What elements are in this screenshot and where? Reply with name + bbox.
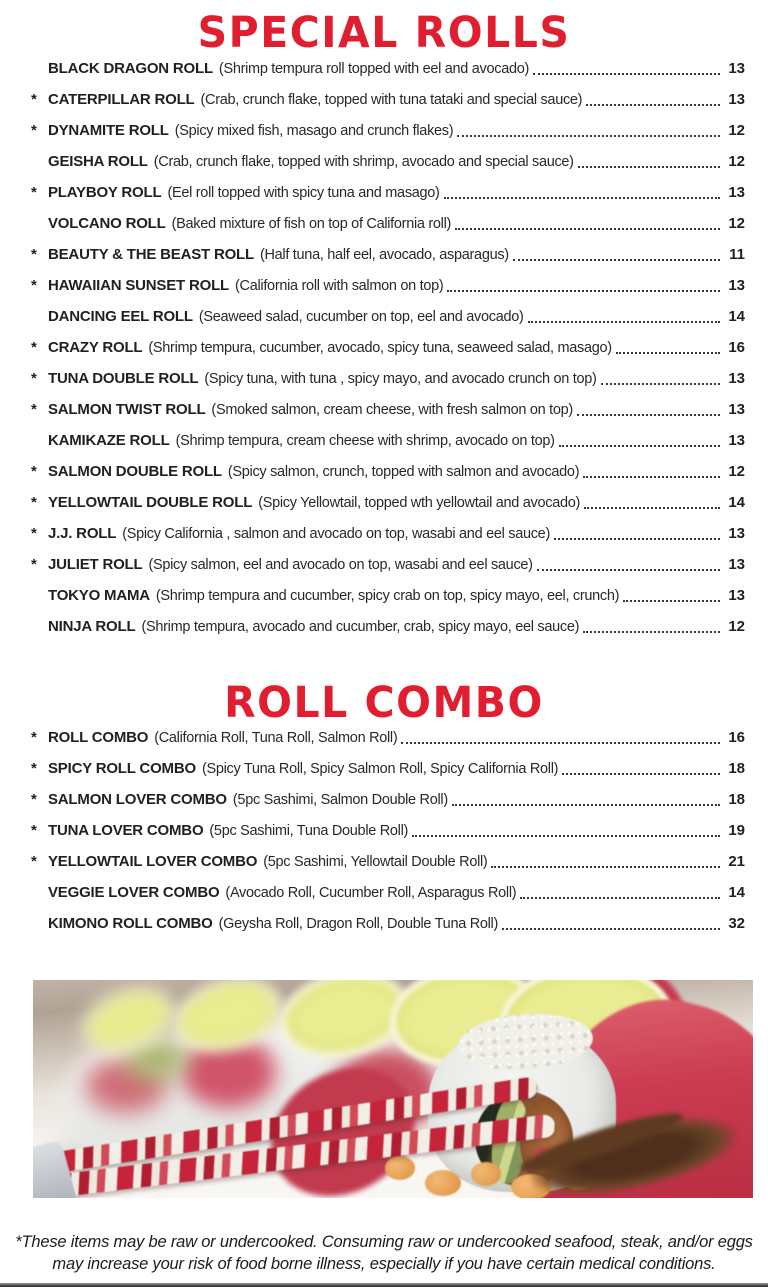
item-price: 19 [728,822,745,839]
item-name: SALMON TWIST ROLL [48,401,206,418]
raw-item-marker: * [31,339,37,356]
item-description: (Half tuna, half eel, avocado, asparagus) [259,247,509,263]
item-name: YELLOWTAIL LOVER COMBO [48,853,258,870]
section-special-rolls [0,0,768,636]
menu-item-row [31,60,745,78]
item-name: PLAYBOY ROLL [48,184,162,201]
item-price: 12 [728,215,745,232]
raw-item-marker: * [31,494,37,511]
item-price: 13 [728,556,745,573]
item-price: 13 [728,401,745,418]
dot-leader [584,507,720,509]
dot-leader [457,135,720,137]
item-price: 18 [728,791,745,808]
item-name: DANCING EEL ROLL [48,308,193,325]
raw-food-disclaimer [0,1232,768,1275]
menu-item-row [31,853,745,871]
item-name: BEAUTY & THE BEAST ROLL [48,246,254,263]
menu-item-row [31,401,745,419]
item-description: (Spicy salmon, eel and avocado on top, wasabi and eel sauce) [148,557,533,573]
raw-item-marker: * [31,401,37,418]
item-description: (Shrimp tempura, cucumber, avocado, spicy tuna, seaweed salad, masago) [148,340,612,356]
item-price: 13 [728,370,745,387]
dot-leader [528,321,720,323]
raw-item-marker: * [31,277,37,294]
item-name: TUNA DOUBLE ROLL [48,370,199,387]
section-title-special-rolls: SPECIAL ROLLS [197,7,571,58]
item-name: JULIET ROLL [48,556,143,573]
item-name: BLACK DRAGON ROLL [48,60,213,77]
item-description: (Crab, crunch flake, topped with shrimp, avocado and special sauce) [153,154,574,170]
dot-leader [447,290,720,292]
bottom-edge-bar [0,1283,768,1287]
menu-item-row [31,760,745,778]
item-name: GEISHA ROLL [48,153,148,170]
raw-item-marker: * [31,822,37,839]
menu-item-row [31,308,745,326]
dot-leader [491,866,720,868]
raw-item-marker: * [31,729,37,746]
item-price: 13 [728,60,745,77]
menu-item-row [31,153,745,171]
menu-item-row [31,525,745,543]
menu-item-row [31,432,745,450]
menu-item-row [31,618,745,636]
item-description: (Spicy Yellowtail, topped wth yellowtail and avocado) [258,495,581,511]
raw-item-marker: * [31,463,37,480]
item-name: CRAZY ROLL [48,339,143,356]
item-name: VEGGIE LOVER COMBO [48,884,220,901]
item-description: (5pc Sashimi, Tuna Double Roll) [209,823,409,839]
item-price: 16 [728,729,745,746]
menu-item-row [31,91,745,109]
item-description: (Spicy California , salmon and avocado on top, wasabi and eel sauce) [122,526,550,542]
special-rolls-item-list [31,60,745,636]
item-description: (5pc Sashimi, Salmon Double Roll) [232,792,448,808]
item-description: (Geysha Roll, Dragon Roll, Double Tuna Roll) [218,916,499,932]
item-name: DYNAMITE ROLL [48,122,169,139]
dot-leader [502,928,720,930]
item-name: NINJA ROLL [48,618,136,635]
item-description: (Shrimp tempura and cucumber, spicy crab on top, spicy mayo, eel, crunch) [155,588,620,604]
raw-item-marker: * [31,525,37,542]
item-description: (Shrimp tempura, avocado and cucumber, crab, spicy mayo, eel sauce) [141,619,580,635]
menu-item-row [31,277,745,295]
dot-leader [452,804,720,806]
raw-item-marker: * [31,246,37,263]
item-price: 14 [728,494,745,511]
item-price: 13 [728,91,745,108]
item-description: (5pc Sashimi, Yellowtail Double Roll) [263,854,488,870]
item-price: 13 [728,432,745,449]
item-description: (Shrimp tempura, cream cheese with shrimp, avocado on top) [175,433,555,449]
dot-leader [578,166,720,168]
item-name: VOLCANO ROLL [48,215,166,232]
item-name: ROLL COMBO [48,729,149,746]
item-price: 13 [728,277,745,294]
dot-leader [537,569,720,571]
dot-leader [401,742,720,744]
item-price: 16 [728,339,745,356]
item-name: SALMON DOUBLE ROLL [48,463,222,480]
raw-item-marker: * [31,556,37,573]
item-name: SPICY ROLL COMBO [48,760,196,777]
item-price: 18 [728,760,745,777]
dot-leader [616,352,720,354]
dot-leader [562,773,720,775]
menu-item-row [31,556,745,574]
dot-leader [601,383,720,385]
item-price: 11 [729,246,745,263]
raw-item-marker: * [31,91,37,108]
menu-item-row [31,494,745,512]
menu-item-row [31,884,745,902]
item-name: YELLOWTAIL DOUBLE ROLL [48,494,253,511]
item-price: 14 [728,884,745,901]
item-price: 12 [728,618,745,635]
raw-item-marker: * [31,791,37,808]
item-description: (Shrimp tempura roll topped with eel and avocado) [218,61,530,77]
menu-item-row [31,339,745,357]
item-price: 21 [728,853,745,870]
item-name: CATERPILLAR ROLL [48,91,195,108]
item-description: (California Roll, Tuna Roll, Salmon Roll) [154,730,398,746]
menu-item-row [31,184,745,202]
item-description: (Crab, crunch flake, topped with tuna tataki and special sauce) [200,92,583,108]
roll-combo-item-list [31,729,745,933]
item-price: 12 [728,153,745,170]
dot-leader [513,259,720,261]
menu-item-row [31,122,745,140]
item-name: HAWAIIAN SUNSET ROLL [48,277,230,294]
sushi-photo [33,980,753,1198]
item-price: 13 [728,184,745,201]
menu-item-row [31,729,745,747]
dot-leader [412,835,720,837]
section-roll-combo [0,670,768,933]
item-price: 12 [728,463,745,480]
dot-leader [583,631,720,633]
raw-item-marker: * [31,853,37,870]
menu-item-row [31,587,745,605]
item-description: (California roll with salmon on top) [235,278,444,294]
disclaimer-line-2: may increase your risk of food borne illness, especially if you have certain medical conditions. [52,1254,716,1273]
dot-leader [554,538,720,540]
raw-item-marker: * [31,760,37,777]
item-price: 13 [728,525,745,542]
dot-leader [455,228,720,230]
menu-item-row [31,370,745,388]
disclaimer-line-1: *These items may be raw or undercooked. Consuming raw or undercooked seafood, steak, and/or eggs [15,1233,753,1251]
menu-item-row [31,915,745,933]
menu-item-row [31,215,745,233]
item-name: J.J. ROLL [48,525,117,542]
raw-item-marker: * [31,184,37,201]
item-description: (Spicy salmon, crunch, topped with salmon and avocado) [227,464,580,480]
item-name: TOKYO MAMA [48,587,150,604]
item-description: (Baked mixture of fish on top of California roll) [171,216,452,232]
dot-leader [583,476,720,478]
dot-leader [577,414,720,416]
item-description: (Seaweed salad, cucumber on top, eel and avocado) [198,309,524,325]
menu-item-row [31,246,745,264]
item-description: (Spicy tuna, with tuna , spicy mayo, and avocado crunch on top) [204,371,597,387]
dot-leader [520,897,720,899]
item-description: (Smoked salmon, cream cheese, with fresh salmon on top) [211,402,573,418]
item-description: (Avocado Roll, Cucumber Roll, Asparagus Roll) [225,885,517,901]
item-name: KIMONO ROLL COMBO [48,915,213,932]
item-price: 13 [728,587,745,604]
raw-item-marker: * [31,122,37,139]
item-name: TUNA LOVER COMBO [48,822,204,839]
menu-item-row [31,463,745,481]
section-title-roll-combo: ROLL COMBO [224,677,544,728]
item-name: KAMIKAZE ROLL [48,432,170,449]
item-description: (Spicy mixed fish, masago and crunch flakes) [174,123,454,139]
dot-leader [623,600,720,602]
item-price: 12 [728,122,745,139]
item-price: 14 [728,308,745,325]
raw-item-marker: * [31,370,37,387]
item-price: 32 [728,915,745,932]
dot-leader [559,445,720,447]
item-description: (Eel roll topped with spicy tuna and masago) [167,185,440,201]
item-name: SALMON LOVER COMBO [48,791,227,808]
dot-leader [444,197,720,199]
menu-item-row [31,791,745,809]
menu-item-row [31,822,745,840]
dot-leader [586,104,720,106]
dot-leader [533,73,720,75]
item-description: (Spicy Tuna Roll, Spicy Salmon Roll, Spicy California Roll) [201,761,559,777]
